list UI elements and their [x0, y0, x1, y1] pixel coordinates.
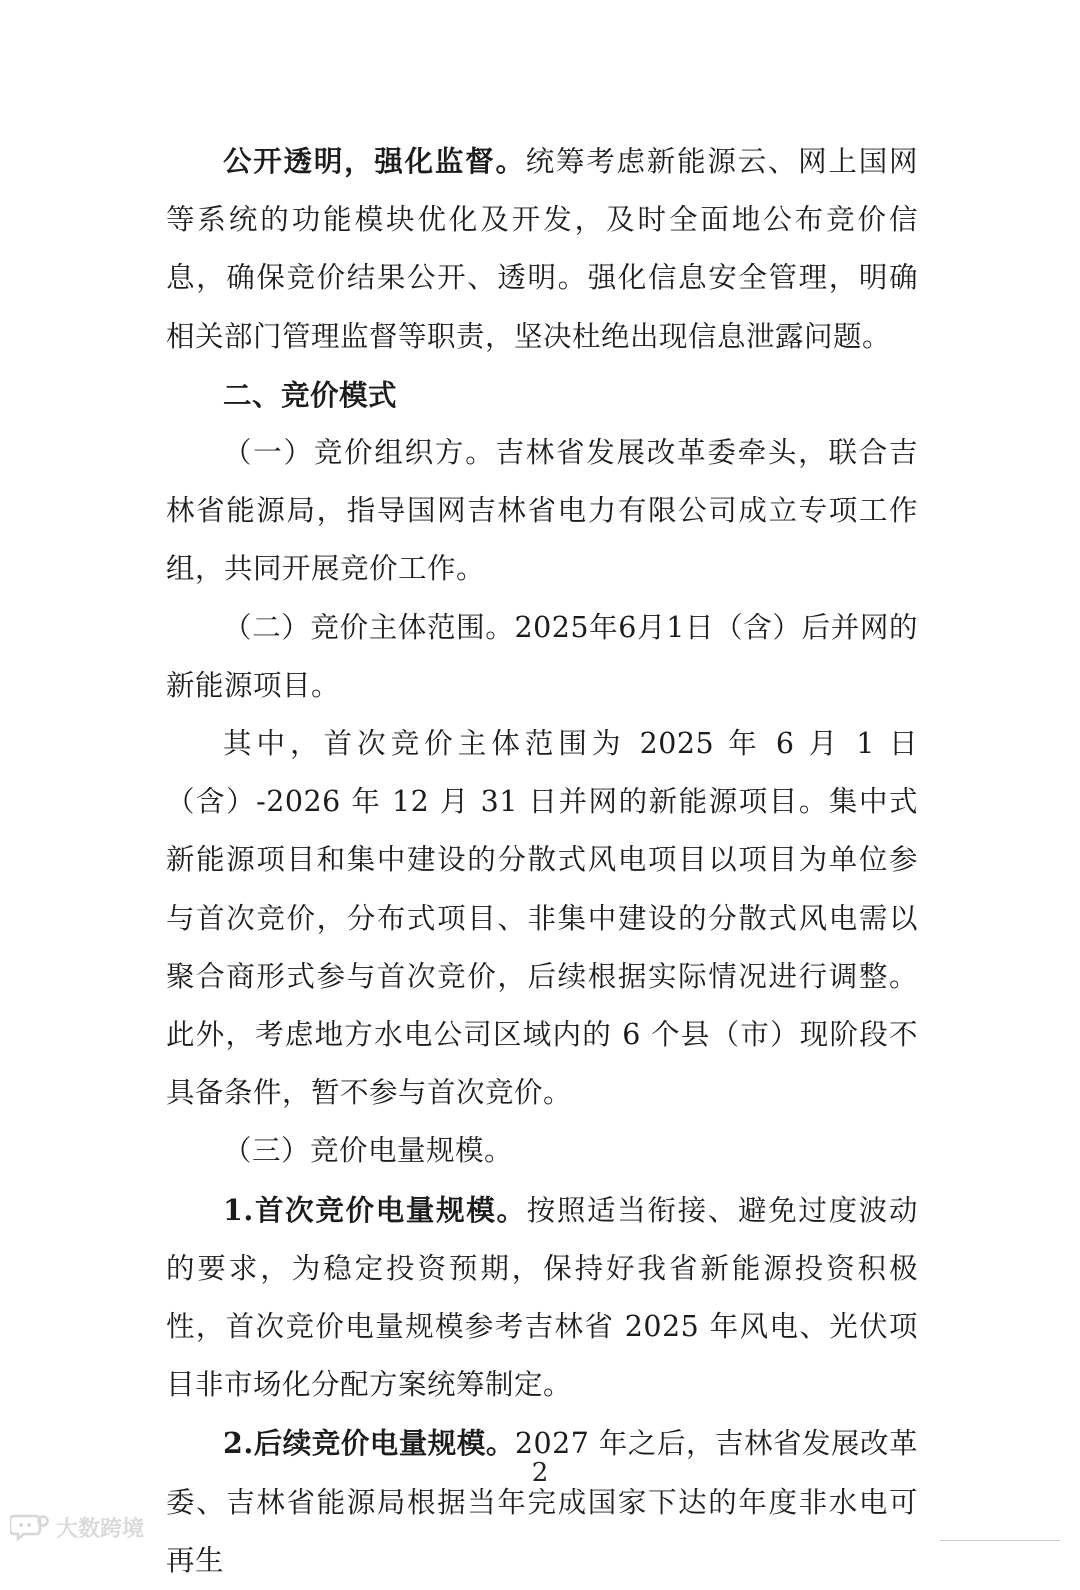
paragraph-text: （二）竞价主体范围。2025年6月1日（含）后并网的新能源项目。	[166, 610, 918, 702]
paragraph-organizer	[166, 424, 918, 599]
document-body	[166, 132, 918, 1590]
paragraph-volume-heading	[166, 1122, 918, 1180]
paragraph-text: （一）竞价组织方。吉林省发展改革委牵头，联合吉林省能源局，指导国网吉林省电力有限公司成立专项工作组，共同开展竞价工作。	[166, 436, 918, 586]
paragraph-scope	[166, 599, 918, 715]
paragraph-lead: 公开透明，强化监督。	[223, 144, 526, 178]
paragraph-text: 其中，首次竞价主体范围为 2025 年 6 月 1 日（含）-2026 年 12 月 31 日并网的新能源项目。集中式新能源项目和集中建设的分散式风电项目以项目为单位参与首次竞价，分布式项目、非集中建设的分散式风电需以聚合商形式参与首次竞价，后续根据实际情况进行调整。此外，考虑地方水电公司区域内的 6 个县（市）现阶段不具备条件，暂不参与首次竞价。	[166, 727, 918, 1110]
paragraph-first-bidding-scope	[166, 715, 918, 1122]
paragraph-first-volume	[166, 1181, 918, 1415]
paragraph-supervision	[166, 132, 918, 366]
paragraph-text: （三）竞价电量规模。	[223, 1134, 514, 1168]
paragraph-text: 统筹考虑新能源云、网上国网等系统的功能模块优化及开发，及时全面地公布竞价信息，确保竞价结果公开、透明。强化信息安全管理，明确相关部门管理监督等职责，坚决杜绝出现信息泄露问题。	[166, 145, 918, 353]
paragraph-text: 按照适当衔接、避免过度波动的要求，为稳定投资预期，保持好我省新能源投资积极性，首次竞价电量规模参考吉林省 2025 年风电、光伏项目非市场化分配方案统筹制定。	[166, 1193, 918, 1402]
section-heading-bidding-mode: 二、竞价模式	[223, 377, 398, 412]
paragraph-lead: 1.首次竞价电量规模。	[223, 1192, 527, 1227]
paragraph-later-volume	[166, 1414, 918, 1590]
watermark-text: 大数跨境	[56, 1516, 145, 1542]
watermark	[10, 1507, 144, 1547]
paragraph-lead: 2.后续竞价电量规模。	[223, 1426, 515, 1461]
paragraph-text: 2027 年之后，吉林省发展改革委、吉林省能源局根据当年完成国家下达的年度非水电可再生	[166, 1427, 918, 1577]
page-number: 2	[531, 1458, 549, 1488]
chat-bubble-logo-icon	[10, 1512, 50, 1542]
footer-divider	[940, 1540, 1060, 1541]
